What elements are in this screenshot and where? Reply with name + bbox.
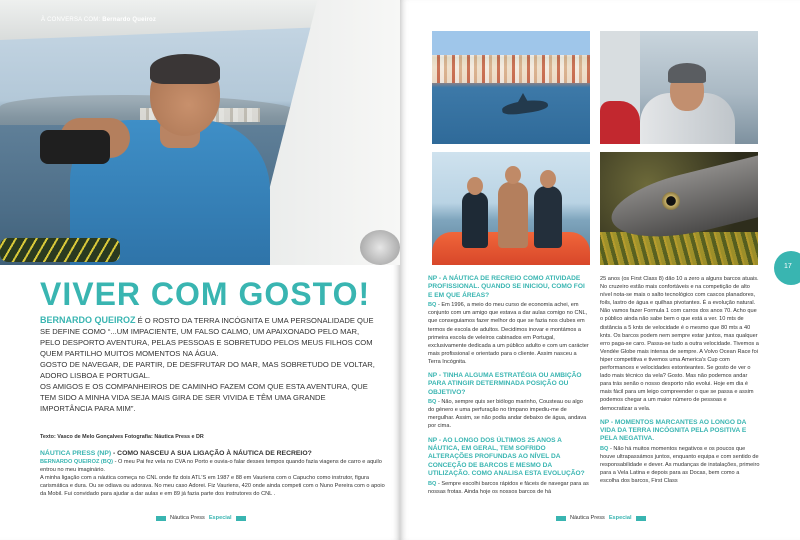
column-right — [600, 275, 760, 491]
footer-bar-icon — [556, 516, 566, 521]
photo-person-1 — [462, 192, 488, 248]
photo-head-1 — [467, 177, 483, 195]
question-5 — [600, 419, 760, 444]
footer-bar-icon — [156, 516, 166, 521]
answer-2 — [428, 301, 589, 366]
eel-eye — [662, 192, 680, 210]
photo-beanie — [668, 63, 706, 83]
photo-dolphin-coast — [432, 31, 590, 144]
footer-right — [556, 515, 646, 521]
answer-4-continued: 25 anos (os First Class 8) dão 10 a zero a alguns barcos atuais. No cruzeiro estão mais confortáveis e na competição de alto nível nota-se mais o salto tecnológico com cascos planadores, foils, lastro de água e quilhas pivotantes. É a evolução natural. Não vamos fazer Formula 1 com carros dos anos 70. Acho que o público ainda não sabe bem o que está a ver. 10 mts de distância a 5 knts de velocidade é o mesmo que 80 mts a 40 knts. Os barcos podem nem sempre estar juntos, mas qualquer erro paga-se caro. Passa-se tudo a outra velocidade. Tivemos a Vendée Globe mais intensa de sempre. A Volvo Ocean Race foi hiper competitiva e tivemos uma America's Cup com performances e velocidades estonteantes. Se gosto de ver o lado mais técnico da vela? Gosto. Mas não podemos andar para trás senão o nosso desporto não evolui. Hoje em dia é mais fácil para um leigo compreender o que se passa e assim podemos chegar a um maior número de pessoas e democratizar a vela. — [600, 276, 759, 412]
article-headline: VIVER COM GOSTO! — [40, 276, 371, 312]
section-tag — [41, 17, 156, 23]
answer-5 — [600, 445, 760, 485]
photo-moray-eel — [600, 152, 758, 265]
question-text: - MOMENTOS MARCANTES AO LONGO DA VIDA DA TERRA INCÓGNITA PELA POSITIVA E PELA NEGATIVA. — [600, 418, 747, 443]
dolphin-icon — [501, 98, 548, 116]
footer-strong: Especial — [208, 515, 232, 521]
question-text: - TINHA ALGUMA ESTRATÉGIA OU AMBIÇÃO PARA ATINGIR DETERMINADA POSIÇÃO OU OBJETIVO? — [428, 371, 582, 396]
binoculars-icon — [40, 130, 110, 164]
footer-strong: Especial — [608, 515, 632, 521]
answer-text: - O meu Pai fez vela no CVA no Porto e ouvia-o falar desses tempos quando fazia viagens de carro e aquilo entrou no meu imaginário. — [40, 459, 382, 474]
page-number-badge: 17 — [774, 251, 800, 285]
photo-algae — [600, 232, 758, 265]
answer-prefix: BQ — [428, 302, 437, 309]
photo-head-2 — [505, 166, 521, 184]
footer-label: Náutica Press — [570, 515, 605, 521]
photo-crew-on-boat — [432, 152, 590, 265]
question-1 — [40, 449, 385, 458]
answer-prefix: BQ — [428, 399, 437, 406]
question-prefix: NÁUTICA PRESS (NP) — [40, 450, 112, 457]
footer-left — [156, 515, 246, 521]
question-text: - COMO NASCEU A SUA LIGAÇÃO À NÁUTICA DE RECREIO? — [111, 450, 312, 457]
photo-man-hair — [150, 54, 220, 84]
photo-winch — [360, 230, 400, 265]
photo-rope — [0, 238, 120, 262]
question-text: - AO LONGO DOS ÚLTIMOS 25 ANOS A NÁUTICA, EM GERAL, TEM SOFRIDO ALTERAÇÕES PROFUNDAS AO NÍVEL DA CONCEÇÃO DE BARCOS E MESMO DA UTILIZAÇÃO. COMO ANALISA ESTA EVOLUÇÃO? — [428, 436, 585, 478]
answer-text: - Não, sempre quis ser biólogo marinho, Cousteau ou algo do género e uma perfuração no tímpano impediu-me de mergulhar. Assim, se não podia andar debaixo de água, andava por cima. — [428, 399, 587, 430]
section-tag-prefix: À CONVERSA COM: — [41, 17, 101, 23]
answer-prefix: BERNARDO QUEIROZ (BQ) — [40, 459, 114, 465]
photo-town — [432, 55, 590, 83]
lead-paragraph — [40, 315, 376, 414]
lead-name: BERNARDO QUEIROZ — [40, 315, 136, 325]
answer-3 — [428, 398, 589, 430]
answer-prefix: BQ — [428, 480, 437, 487]
answer-1 — [40, 458, 385, 498]
photo-person-3 — [534, 186, 562, 248]
answer-prefix: BQ — [600, 445, 609, 452]
answer-text: - Não há muitos momentos negativos e os poucos que houve ultrapassámos juntos, enquanto equipa e com sentido de responsabilidade e dever. As mudanças de instalações, primeiro para a Vela Latina e depois para as Docas, bem como a escolha dos barcos, First Class — [600, 445, 760, 485]
photo-credits: Texto: Vasco de Melo Gonçalves Fotografia: Náutica Press e DR — [40, 434, 204, 440]
photo-head-3 — [540, 170, 556, 188]
section-tag-name: Bernardo Queiroz — [102, 17, 157, 23]
question-4 — [428, 437, 589, 479]
lead-text-3: OS AMIGOS E OS COMPANHEIROS DE CAMINHO FAZEM COM QUE ESTA AVENTURA, QUE TEM SIDO A MINHA VIDA SEJA MAIS GIRA DE SER VIVIDA E TÊM UMA GRANDE IMPORTÂNCIA PARA MIM”. — [40, 382, 368, 413]
lead-text-2: GOSTO DE NAVEGAR, DE PARTIR, DE DESFRUTAR DO MAR, MAS SOBRETUDO DE VOLTAR, ADORO LISBOA E PORTUGAL. — [40, 360, 375, 380]
photo-person-2 — [498, 182, 528, 248]
answer-text: - Sempre escolhi barcos rápidos e fáceis de navegar para as nossas frotas. Ainda hoje os nossos barcos de há — [428, 480, 589, 495]
answer-text: - Em 1996, a meio do meu curso de economia achei, em conjunto com um amigo que estava a dar aulas comigo no CNL, que conseguiamos fazer melhor do que se fazia nos clubes em termos de escola de adultos. Decidimos inovar e montámos a primeira escola de veleiros cabinados em Portugal, exclusivamente dedicada a um público adulto e com um carácter mais profissional e orientado para o cliente. Assim nasceu a Terra Incógnita. — [428, 302, 589, 365]
question-prefix: NP — [600, 418, 610, 426]
answer-4 — [428, 480, 589, 496]
hero-photo-man-with-binoculars — [0, 0, 400, 265]
footer-bar-icon — [236, 516, 246, 521]
answer-text-2: A minha ligação com a náutica começa no CNL onde fiz dois ATL'S em 1987 e 88 em Vauriens com o Capucho como instrutor, figura carismática e dura. Ou se odiava ou adorava. No meu caso Adorei. Fiz Vauriens, 420 onde ainda competi com o Nuno Pereira com o apoio da Mobil. Fui convidado para ajudar a dar aulas e em 89 já fazia parte dos instrutores do CNL . — [40, 475, 385, 498]
footer-bar-icon — [636, 516, 646, 521]
question-2 — [428, 275, 589, 300]
question-prefix: NP — [428, 436, 438, 444]
column-middle — [428, 275, 589, 502]
footer-label: Náutica Press — [170, 515, 205, 521]
question-prefix: NP — [428, 275, 438, 282]
photo-portrait-beanie — [600, 31, 758, 144]
question-3 — [428, 372, 589, 397]
photo-red-jacket — [600, 101, 640, 144]
question-text: - A NÁUTICA DE RECREIO COMO ATIVIDADE PROFISSIONAL. QUANDO SE INICIOU, COMO FOI E EM QUE ÁREAS? — [428, 275, 585, 299]
lead-text: É O ROSTO DA TERRA INCÓGNITA E UMA PERSONALIDADE QUE SE DEFINE COMO “...UM IMPACIENTE, UM FALSO CALMO, UM APAIXONADO PELO MAR, PELO DESPORTO AVENTURA, PELAS PESSOAS E SOBRETUDO PELOS MEUS FILHOS COM QUEM PARTILHO MUITOS MOMENTOS NA ÁGUA. — [40, 316, 374, 358]
question-prefix: NP — [428, 371, 438, 379]
